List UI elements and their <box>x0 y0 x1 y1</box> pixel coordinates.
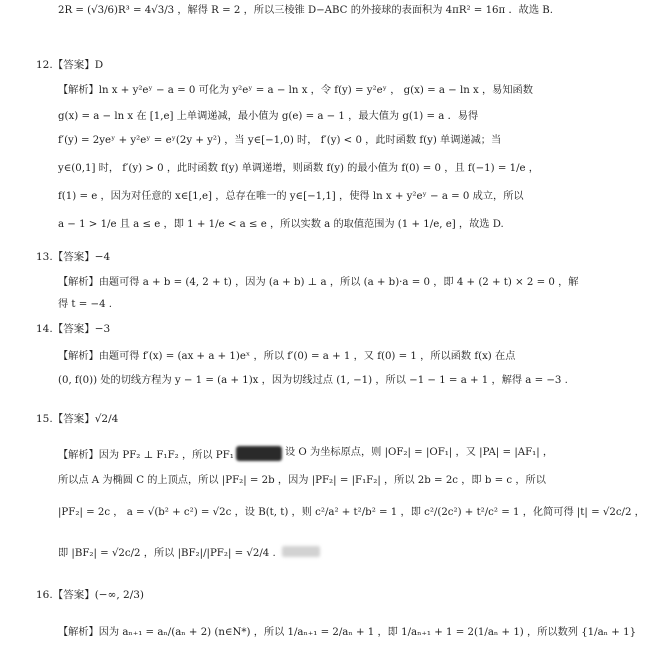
text-line-l5 <box>0 162 552 176</box>
text-line-l0 <box>0 4 552 18</box>
text-line-l6 <box>0 190 552 204</box>
line-text: f(1) = e ，因为对任意的 x∈[1,e] ，总存在唯一的 y∈[−1,1] ，使得 ln x + y²eʸ − a = 0 成立，所以 <box>58 191 524 202</box>
line-text: (0, f(0)) 处的切线方程为 y − 1 = (a + 1)x ，因为切线过点 (1, −1) ，所以 −1 − 1 = a + 1 ，解得 a = −3 . <box>58 375 568 386</box>
line-text: 16.【答案】(−∞, 2/3) <box>36 589 145 601</box>
answer-line-l19 <box>0 588 552 602</box>
text-line-l16 <box>0 474 552 488</box>
line-text: 13.【答案】−4 <box>36 251 111 263</box>
line-text: f′(y) = 2yeʸ + y²eʸ = eʸ(2y + y²) ，当 y∈[−1,0) 时， f′(y) < 0 ，此时函数 f(y) 单调递减；当 <box>58 135 502 146</box>
line-text: 即 |BF₂| = √2c/2 ，所以 |BF₂|/|PF₂| = √2/4 . <box>58 548 276 559</box>
text-line-l17 <box>0 506 645 520</box>
answer-line-l14 <box>0 412 552 426</box>
answer-line-l8 <box>0 250 552 264</box>
line-text: 【解析】因为 aₙ₊₁ = aₙ/(aₙ + 2) (n∈N*) ，所以 1/aₙ₊₁ = 2/aₙ + 1 ，即 1/aₙ₊₁ + 1 = 2(1/aₙ + 1) ，所以数列 {1/aₙ + 1} <box>58 627 637 638</box>
text-line-l7 <box>0 218 552 232</box>
text-line-l12 <box>0 350 552 364</box>
line-text: a − 1 > 1/e 且 a ≤ e ，即 1 + 1/e < a ≤ e ，所以实数 a 的取值范围为 (1 + 1/e, e] ，故选 D. <box>58 219 504 230</box>
line-text: 设 O 为坐标原点，则 |OF₂| = |OF₁| ，又 |PA| = |AF₁| ， <box>285 447 554 458</box>
line-text: 【解析】因为 PF₂ ⊥ F₁F₂ ，所以 PF₁ <box>58 450 234 461</box>
text-line-l10 <box>0 298 552 312</box>
line-text: 15.【答案】√2/4 <box>36 413 119 425</box>
line-text: 【解析】由题可得 a + b = (4, 2 + t) ，因为 (a + b) ⊥ a ，所以 (a + b)·a = 0 ，即 4 + (2 + t) × 2 = 0 ，解 <box>58 277 579 288</box>
text-line-l4 <box>0 134 552 148</box>
line-text: 【解析】由题可得 f′(x) = (ax + a + 1)eˣ ，所以 f′(0) = a + 1 ，又 f(0) = 1 ，所以函数 f(x) 在点 <box>58 351 516 362</box>
text-line-l20 <box>0 626 637 640</box>
line-text: g(x) = a − ln x 在 [1,e] 上单调递减，最小值为 g(e) = a − 1 ，最大值为 g(1) = a ．易得 <box>58 111 479 122</box>
line-text: 12.【答案】D <box>36 59 104 71</box>
line-text: 【解析】ln x + y²eʸ − a = 0 可化为 y²eʸ = a − ln x ，令 f(y) = y²eʸ ， g(x) = a − ln x ，易知函数 <box>58 85 533 96</box>
line-text: 得 t = −4 . <box>58 299 113 310</box>
line-text: 所以点 A 为椭圆 C 的上顶点，所以 |PF₂| = 2b ，因为 |PF₂| = |F₁F₂| ，所以 2b = 2c ，即 b = c ，所以 <box>58 475 546 486</box>
line-text: |PF₂| = 2c ， a = √(b² + c²) = √2c ，设 B(t, t) ，则 c²/a² + t²/b² = 1 ，即 c²/(2c²) + t²/c² = 1 ，化简可得 |t| = √2c/2 ， <box>58 507 645 518</box>
text-line-l2 <box>0 84 552 98</box>
answer-line-l11 <box>0 322 552 336</box>
text-line-l15b <box>0 446 552 460</box>
text-line-l18a <box>0 546 552 561</box>
answer-line-l1 <box>0 58 552 72</box>
text-line-l13 <box>0 374 568 388</box>
line-text: 2R = (√3/6)R³ = 4√3/3 ，解得 R = 2 ，所以三棱锥 D−ABC 的外接球的表面积为 4πR² = 16π ．故选 B. <box>58 5 554 16</box>
line-text: 14.【答案】−3 <box>36 323 111 335</box>
text-line-l9 <box>0 276 579 290</box>
line-text: y∈(0,1] 时， f′(y) > 0 ，此时函数 f(y) 单调递增，则函数 f(y) 的最小值为 f(0) = 0 ，且 f(−1) = 1/e ， <box>58 163 539 174</box>
redaction-blur <box>282 546 320 557</box>
text-line-l3 <box>0 110 552 124</box>
